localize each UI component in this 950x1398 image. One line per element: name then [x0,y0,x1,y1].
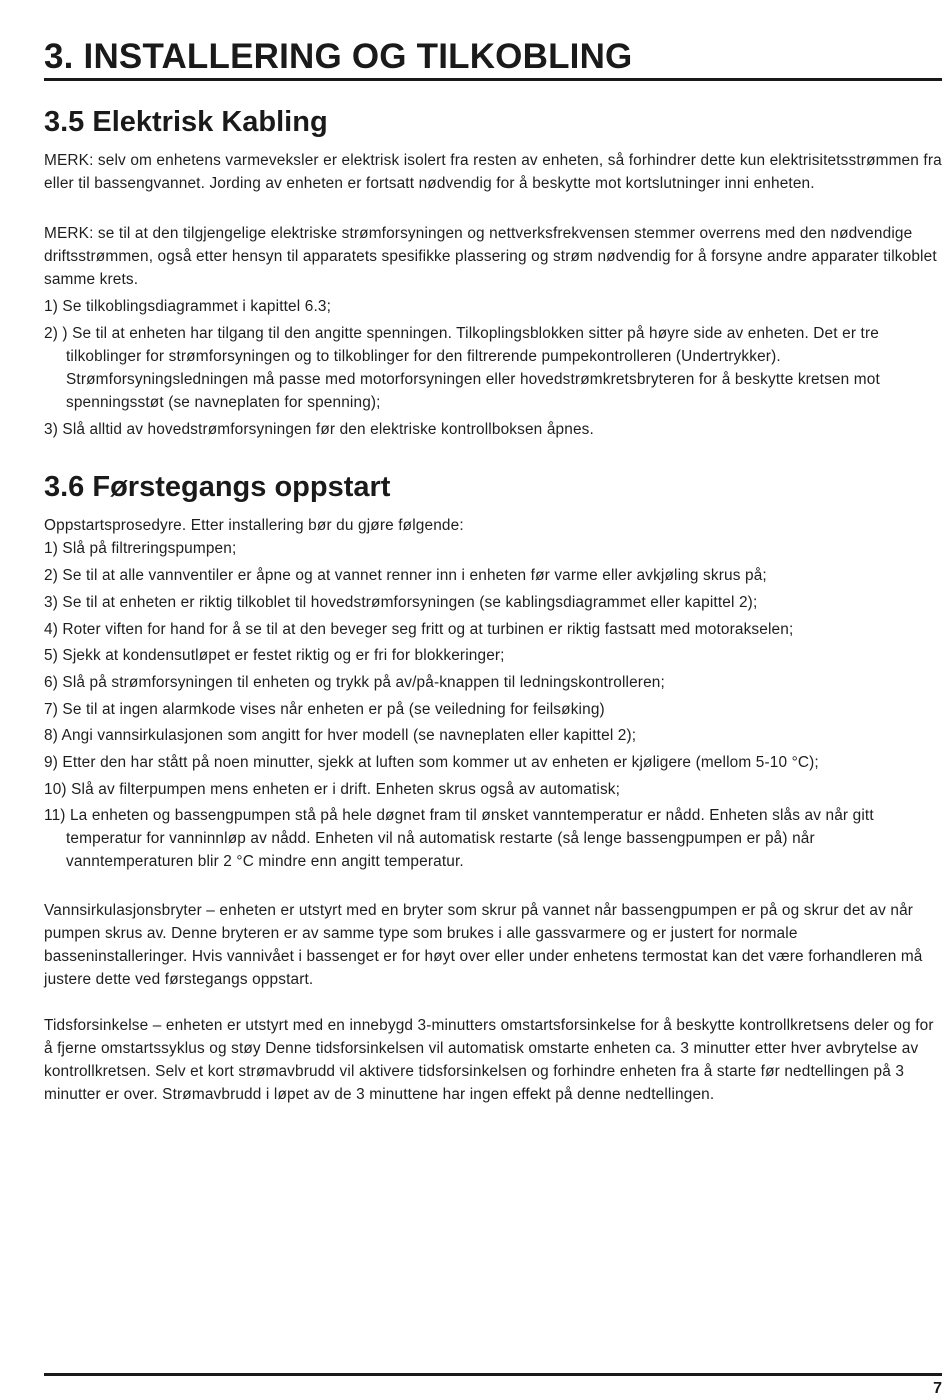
list-item: 2) Se til at alle vannventiler er åpne og at vannet renner inn i enheten før varme eller avkjøling skrus på; [44,567,767,584]
note-power-supply: MERK: se til at den tilgjengelige elektriske strømforsyningen og nettverksfrekvensen stemmer overrens med den nødvendige driftsstrømmen, også etter hensyn til apparatets spesifikke plassering og strøm nødvendig for å forsyne andre apparater tilkoblet samme krets. [44,225,937,288]
list-item: 4) Roter viften for hand for å se til at den beveger seg fritt og at turbinen er riktig fastsatt med motorakselen; [44,621,794,638]
note-isolation: MERK: selv om enhetens varmeveksler er elektrisk isolert fra resten av enheten, så forhindrer dette kun elektrisitetsstrømmen fra eller til bassengvannet. Jording av enheten er fortsatt nødvendig for å beskytte mot kortslutninger inni enheten. [44,152,942,192]
footer-divider [44,1373,942,1376]
list-item: 10) Slå av filterpumpen mens enheten er i drift. Enheten skrus også av automatisk; [44,781,621,798]
list-item: 1) Se tilkoblingsdiagrammet i kapittel 6.3; [44,298,332,315]
list-item: 9) Etter den har stått på noen minutter, sjekk at luften som kommer ut av enheten er kjøligere (mellom 5-10 °C); [44,754,819,771]
list-item: 3) Slå alltid av hovedstrømforsyningen før den elektriske kontrollboksen åpnes. [44,421,594,438]
section-title-3-6: 3.6 Førstegangs oppstart [44,471,391,503]
manual-page [44,0,942,1397]
page-number: 7 [933,1380,942,1397]
list-item: 8) Angi vannsirkulasjonen som angitt for hver modell (se navneplaten eller kapittel 2); [44,727,637,744]
list-item: 6) Slå på strømforsyningen til enheten og trykk på av/på-knappen til ledningskontrolleren; [44,674,665,691]
chapter-title: 3. INSTALLERING OG TILKOBLING [44,37,633,76]
list-item: 3) Se til at enheten er riktig tilkoblet til hovedstrømforsyningen (se kablingsdiagrammet eller kapittel 2); [44,594,758,611]
list-item: 11) La enheten og bassengpumpen stå på hele døgnet fram til ønsket vanntemperatur er nådd. Enheten slås av når gitt temperatur for vanninnløp av nådd. Enheten vil nå automatisk restarte (så lenge bassengpumpen er på) når vanntemperaturen blir 2 °C mindre enn angitt temperatur. [44,807,874,870]
startup-intro: Oppstartsprosedyre. Etter installering bør du gjøre følgende: [44,517,464,534]
list-item: 1) Slå på filtreringspumpen; [44,540,237,557]
flow-switch-paragraph: Vannsirkulasjonsbryter – enheten er utstyrt med en bryter som skrur på vannet når bassengpumpen er på og skrur det av når pumpen skrus av. Denne bryteren er av samme type som brukes i alle gassvarmere og er justert for normale basseninstalleringer. Hvis vannivået i bassenget er for høyt over eller under enhetens termostat kan det være forhandleren må justere dette ved førstegangs oppstart. [44,902,923,988]
section-title-3-5: 3.5 Elektrisk Kabling [44,106,328,138]
chapter-divider [44,78,942,81]
time-delay-paragraph: Tidsforsinkelse – enheten er utstyrt med en innebygd 3-minutters omstartsforsinkelse for å beskytte kontrollkretsens deler og for å fjerne omstartssyklus og støy Denne tidsforsinkelsen vil automatisk omstarte enheten ca. 3 minutter etter hver avbrytelse av kontrollkretsen. Selv et kort strømavbrudd vil aktivere tidsforsinkelsen og forhindre enheten fra å starte før nedtellingen på 3 minutter er over. Strømavbrudd i løpet av de 3 minuttene har ingen effekt på denne nedtellingen. [44,1017,934,1103]
list-item: 5) Sjekk at kondensutløpet er festet riktig og er fri for blokkeringer; [44,647,505,664]
list-item: 2) ) Se til at enheten har tilgang til den angitte spenningen. Tilkoplingsblokken sitter på høyre side av enheten. Det er tre tilkoblinger for strømforsyningen og to tilkoblinger for den filtrerende pumpekontrolleren (Undertrykker). Strømforsyningsledningen må passe med motorforsyningen eller hovedstrømkretsbryteren for å beskytte kretsen mot spenningsstøt (se navneplaten for spenning); [44,325,880,411]
list-item: 7) Se til at ingen alarmkode vises når enheten er på (se veiledning for feilsøking) [44,701,605,718]
